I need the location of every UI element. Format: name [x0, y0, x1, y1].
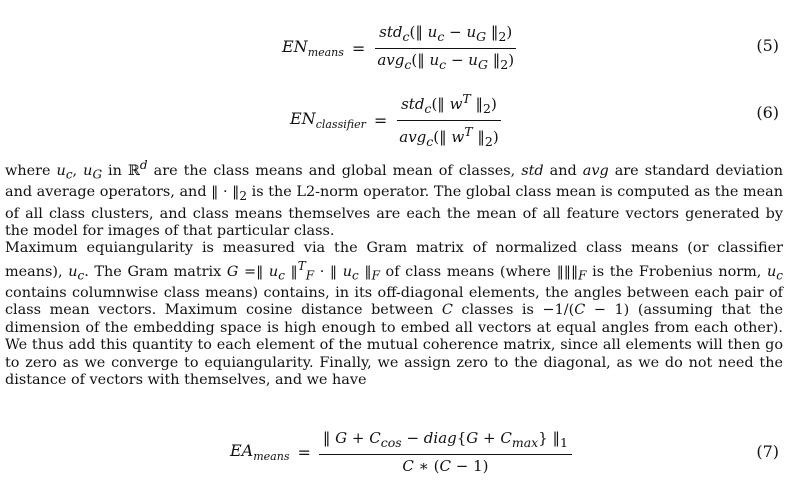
equation-5 — [0, 22, 787, 72]
equals-sign: = — [297, 442, 311, 462]
paragraph-2: Maximum equiangularity is measured via the Gram matrix of normalized class means (or classifier means), $u_c$. The Gram matrix G =‖ $u_c$ ‖$^T_F$ · ‖ $u_c$ $‖_F$ of class means (where $‖‖‖_F$ is the Frobenius norm, $u_c$ contains columnwise class means) contains, in its off-diagonal elements, the angles between each pair of class mean vectors. Maximum cosine distance between C classes is −1/(C − 1) (assuming that the dimension of the embedding space is high enough to embed all vectors at equal angles from each other). We thus add this quantity to each element of the mutual coherence matrix, since all elements will then go to zero as we converge to equiangularity. Finally, we assign zero to the diagonal, as we do not need the distance of vectors with themselves, and we have — [5, 240, 783, 389]
equation-5-lhs: $EN_{means}$ — [282, 37, 344, 60]
equation-7-fraction — [319, 428, 572, 476]
equation-6-body — [290, 89, 503, 152]
equation-7 — [0, 428, 787, 478]
equals-sign: = — [351, 39, 366, 58]
equation-7-number: (7) — [756, 442, 779, 461]
equation-6 — [0, 89, 787, 149]
equals-sign: = — [373, 111, 388, 130]
equation-5-number: (5) — [756, 36, 779, 55]
equation-6-numerator: std$_c$(‖ $w^T$ $‖_2$) — [397, 89, 501, 121]
equation-7-numerator: ‖ $G + C_{cos}$ − diag{G + $C_{max}$} $‖_1$ — [319, 428, 572, 455]
equation-7-lhs: $EA_{means}$ — [230, 440, 290, 464]
equation-7-denominator: C ∗ (C − 1) — [402, 457, 489, 475]
equation-5-fraction — [373, 22, 518, 75]
equation-5-numerator: std$_c$(‖ $u_c - u_G$ $‖_2$) — [375, 22, 516, 49]
equation-5-body — [282, 22, 518, 75]
equation-6-denominator: avg$_c$(‖ $w^T$ $‖_2$) — [399, 124, 499, 149]
paragraph-1: where $u_c$, $u_G$ in ℝ$^d$ are the class means and global mean of classes, std and avg are standard deviation and average operators, and ‖ · $‖_2$ is the L2-norm operator. The global class mean is computed as the mean of all class clusters, and class means themselves are each the mean of all feature vectors generated by the model for images of that particular class. — [5, 158, 783, 240]
equation-7-body — [230, 428, 572, 476]
equation-6-lhs: $EN_{classifier}$ — [290, 109, 366, 132]
equation-6-fraction — [395, 89, 502, 152]
equation-5-denominator: avg$_c$(‖ $u_c - u_G$ $‖_2$) — [377, 51, 515, 72]
equation-6-number: (6) — [756, 103, 779, 122]
